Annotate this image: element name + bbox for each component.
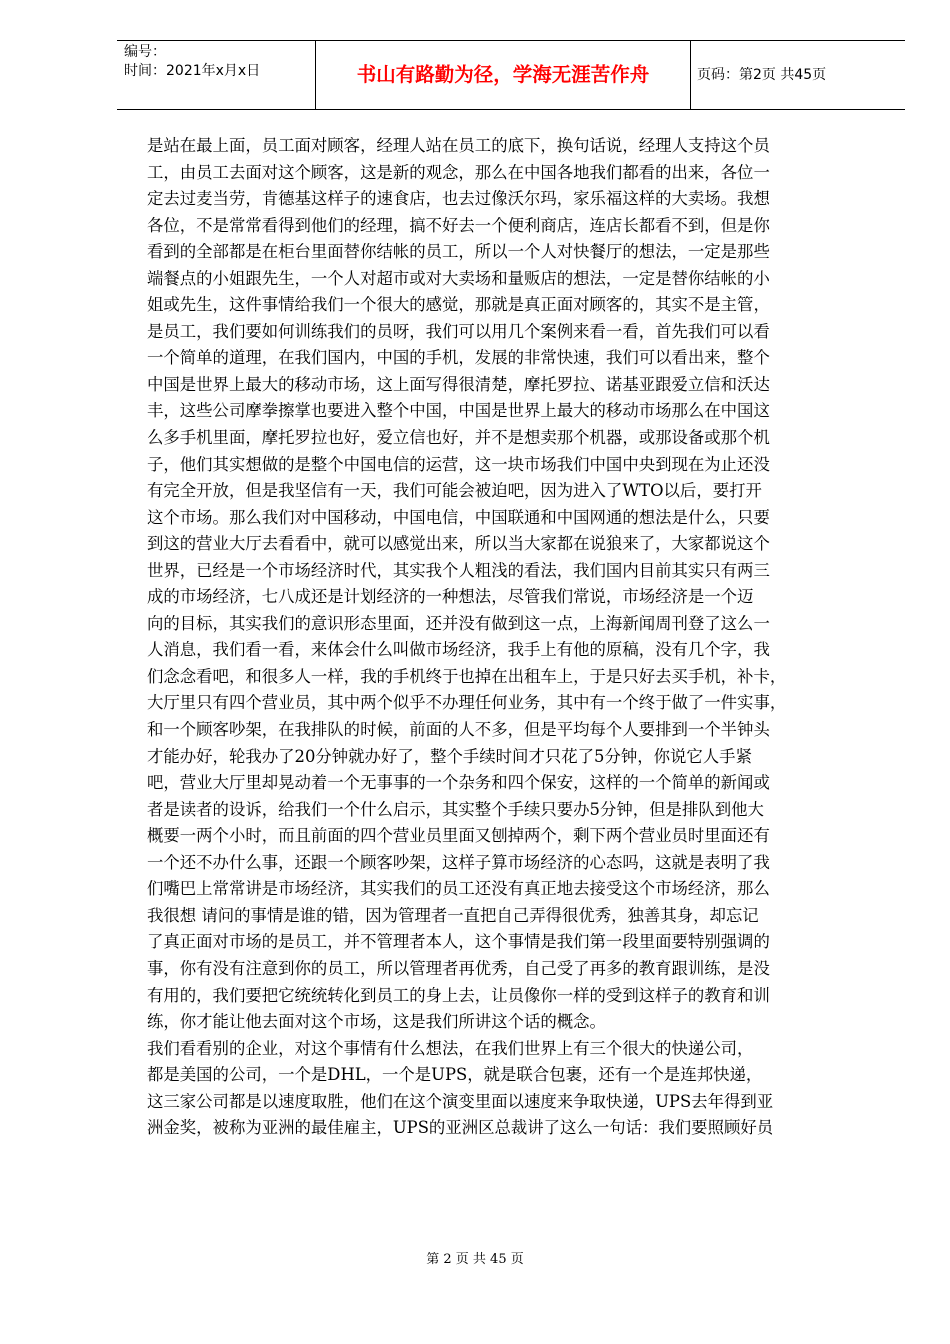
- body-line: 工，由员工去面对这个顾客，这是新的观念，那么在中国各地我们都看的出来，各位一: [147, 162, 770, 182]
- body-line: 子，他们其实想做的是整个中国电信的运营，这一块市场我们中国中央到现在为止还没: [147, 454, 770, 474]
- document-time-label: 时间：2021年x月x日: [124, 63, 261, 79]
- body-line: 练，你才能让他去面对这个市场，这是我们所讲这个话的概念。: [147, 1012, 606, 1032]
- body-line: 人消息，我们看一看，来体会什么叫做市场经济，我手上有他的原稿，没有几个字，我: [147, 640, 770, 660]
- body-line: 我们看看别的企业，对这个事情有什么想法，在我们世界上有三个很大的快递公司，: [147, 1038, 754, 1058]
- page-header: [117, 40, 905, 110]
- body-line: 么多手机里面，摩托罗拉也好，爱立信也好，并不是想卖那个机器，或那设备或那个机: [147, 428, 770, 448]
- body-line: 定去过麦当劳，肯德基这样子的速食店，也去过像沃尔玛，家乐福这样的大卖场。我想: [147, 189, 770, 209]
- body-line: 是员工，我们要如何训练我们的员呀，我们可以用几个案例来看一看，首先我们可以看: [147, 321, 770, 341]
- body-line: 都是美国的公司，一个是DHL，一个是UPS，就是联合包裹，还有一个是连邦快递，: [147, 1065, 763, 1085]
- body-line: 端餐点的小姐跟先生，一个人对超市或对大卖场和量贩店的想法，一定是替你结帐的小: [147, 268, 770, 288]
- header-page-info: 页码：第2页 共45页: [697, 67, 827, 83]
- body-line: 看到的全部都是在柜台里面替你结帐的员工，所以一个人对快餐厅的想法，一定是那些: [147, 242, 770, 262]
- body-line: 这个市场。那么我们对中国移动，中国电信，中国联通和中国网通的想法是什么，只要: [147, 507, 770, 527]
- body-line: 们嘴巴上常常讲是市场经济，其实我们的员工还没有真正地去接受这个市场经济，那么: [147, 879, 770, 899]
- body-line: 中国是世界上最大的移动市场，这上面写得很清楚，摩托罗拉、诺基亚跟爱立信和沃达: [147, 374, 770, 394]
- body-line: 了真正面对市场的是员工，并不管理者本人，这个事情是我们第一段里面要特别强调的: [147, 932, 770, 952]
- header-motto: 书山有路勤为径，学海无涯苦作舟: [356, 63, 650, 86]
- body-line: 成的市场经济，七八成还是计划经济的一种想法，尽管我们常说，市场经济是一个迈: [147, 587, 754, 607]
- body-line: 事，你有没有注意到你的员工，所以管理者再优秀，自己受了再多的教育跟训练，是没: [147, 958, 770, 978]
- body-line: 才能办好，轮我办了20分钟就办好了，整个手续时间才只花了5分钟，你说它人手紧: [147, 746, 752, 766]
- body-line: 是站在最上面，员工面对顾客，经理人站在员工的底下，换句话说，经理人支持这个员: [147, 136, 770, 155]
- header-motto-cell: [315, 41, 691, 109]
- body-line: 一个简单的道理，在我们国内，中国的手机，发展的非常快速，我们可以看出来，整个: [147, 348, 770, 368]
- page-footer: 第 2 页 共 45 页: [426, 1252, 524, 1267]
- body-line: 大厅里只有四个营业员，其中两个似乎不办理任何业务，其中有一个终于做了一件实事，: [147, 693, 787, 713]
- body-line: 各位，不是常常看得到他们的经理，搞不好去一个便利商店，连店长都看不到，但是你: [147, 215, 770, 235]
- header-page-cell: [689, 41, 905, 109]
- body-line: 有完全开放，但是我坚信有一天，我们可能会被迫吧，因为进入了WTO以后，要打开: [147, 481, 762, 501]
- body-line: 和一个顾客吵架，在我排队的时候，前面的人不多，但是平均每个人要排到一个半钟头: [147, 720, 770, 740]
- document-number-label: 编号：: [124, 44, 166, 60]
- body-line: 一个还不办什么事，还跟一个顾客吵架，这样子算市场经济的心态吗，这就是表明了我: [147, 852, 770, 872]
- body-line: 这三家公司都是以速度取胜，他们在这个演变里面以速度来争取快递，UPS去年得到亚: [147, 1091, 774, 1111]
- body-line: 吧，营业大厅里却晃动着一个无事事的一个杂务和四个保安，这样的一个简单的新闻或: [147, 773, 770, 793]
- body-line: 我很想 请问的事情是谁的错，因为管理者一直把自己弄得很优秀，独善其身，却忘记: [147, 905, 759, 925]
- body-line: 们念念看吧，和很多人一样，我的手机终于也掉在出租车上，于是只好去买手机，补卡，: [147, 666, 787, 686]
- body-line: 概要一两个小时，而且前面的四个营业员里面又刨掉两个，剩下两个营业员时里面还有: [147, 826, 770, 846]
- body-line: 丰，这些公司摩拳擦掌也要进入整个中国，中国是世界上最大的移动市场那么在中国这: [147, 401, 770, 421]
- body-line: 姐或先生，这件事情给我们一个很大的感觉，那就是真正面对顾客的，其实不是主管，: [147, 295, 770, 315]
- body-text: [147, 133, 877, 1142]
- body-line: 向的目标，其实我们的意识形态里面，还并没有做到这一点，上海新闻周刊登了这么一: [147, 613, 770, 633]
- header-meta-cell: [117, 41, 315, 109]
- body-line: 有用的，我们要把它统统转化到员工的身上去，让员像你一样的受到这样子的教育和训: [147, 985, 770, 1005]
- body-line: 者是读者的设诉，给我们一个什么启示，其实整个手续只要办5分钟，但是排队到他大: [147, 799, 764, 819]
- body-line: 洲金奖，被称为亚洲的最佳雇主，UPS的亚洲区总裁讲了这么一句话：我们要照顾好员: [147, 1118, 774, 1138]
- body-line: 世界，已经是一个市场经济时代，其实我个人粗浅的看法，我们国内目前其实只有两三: [147, 560, 770, 580]
- body-line: 到这的营业大厅去看看中，就可以感觉出来，所以当大家都在说狼来了，大家都说这个: [147, 534, 770, 554]
